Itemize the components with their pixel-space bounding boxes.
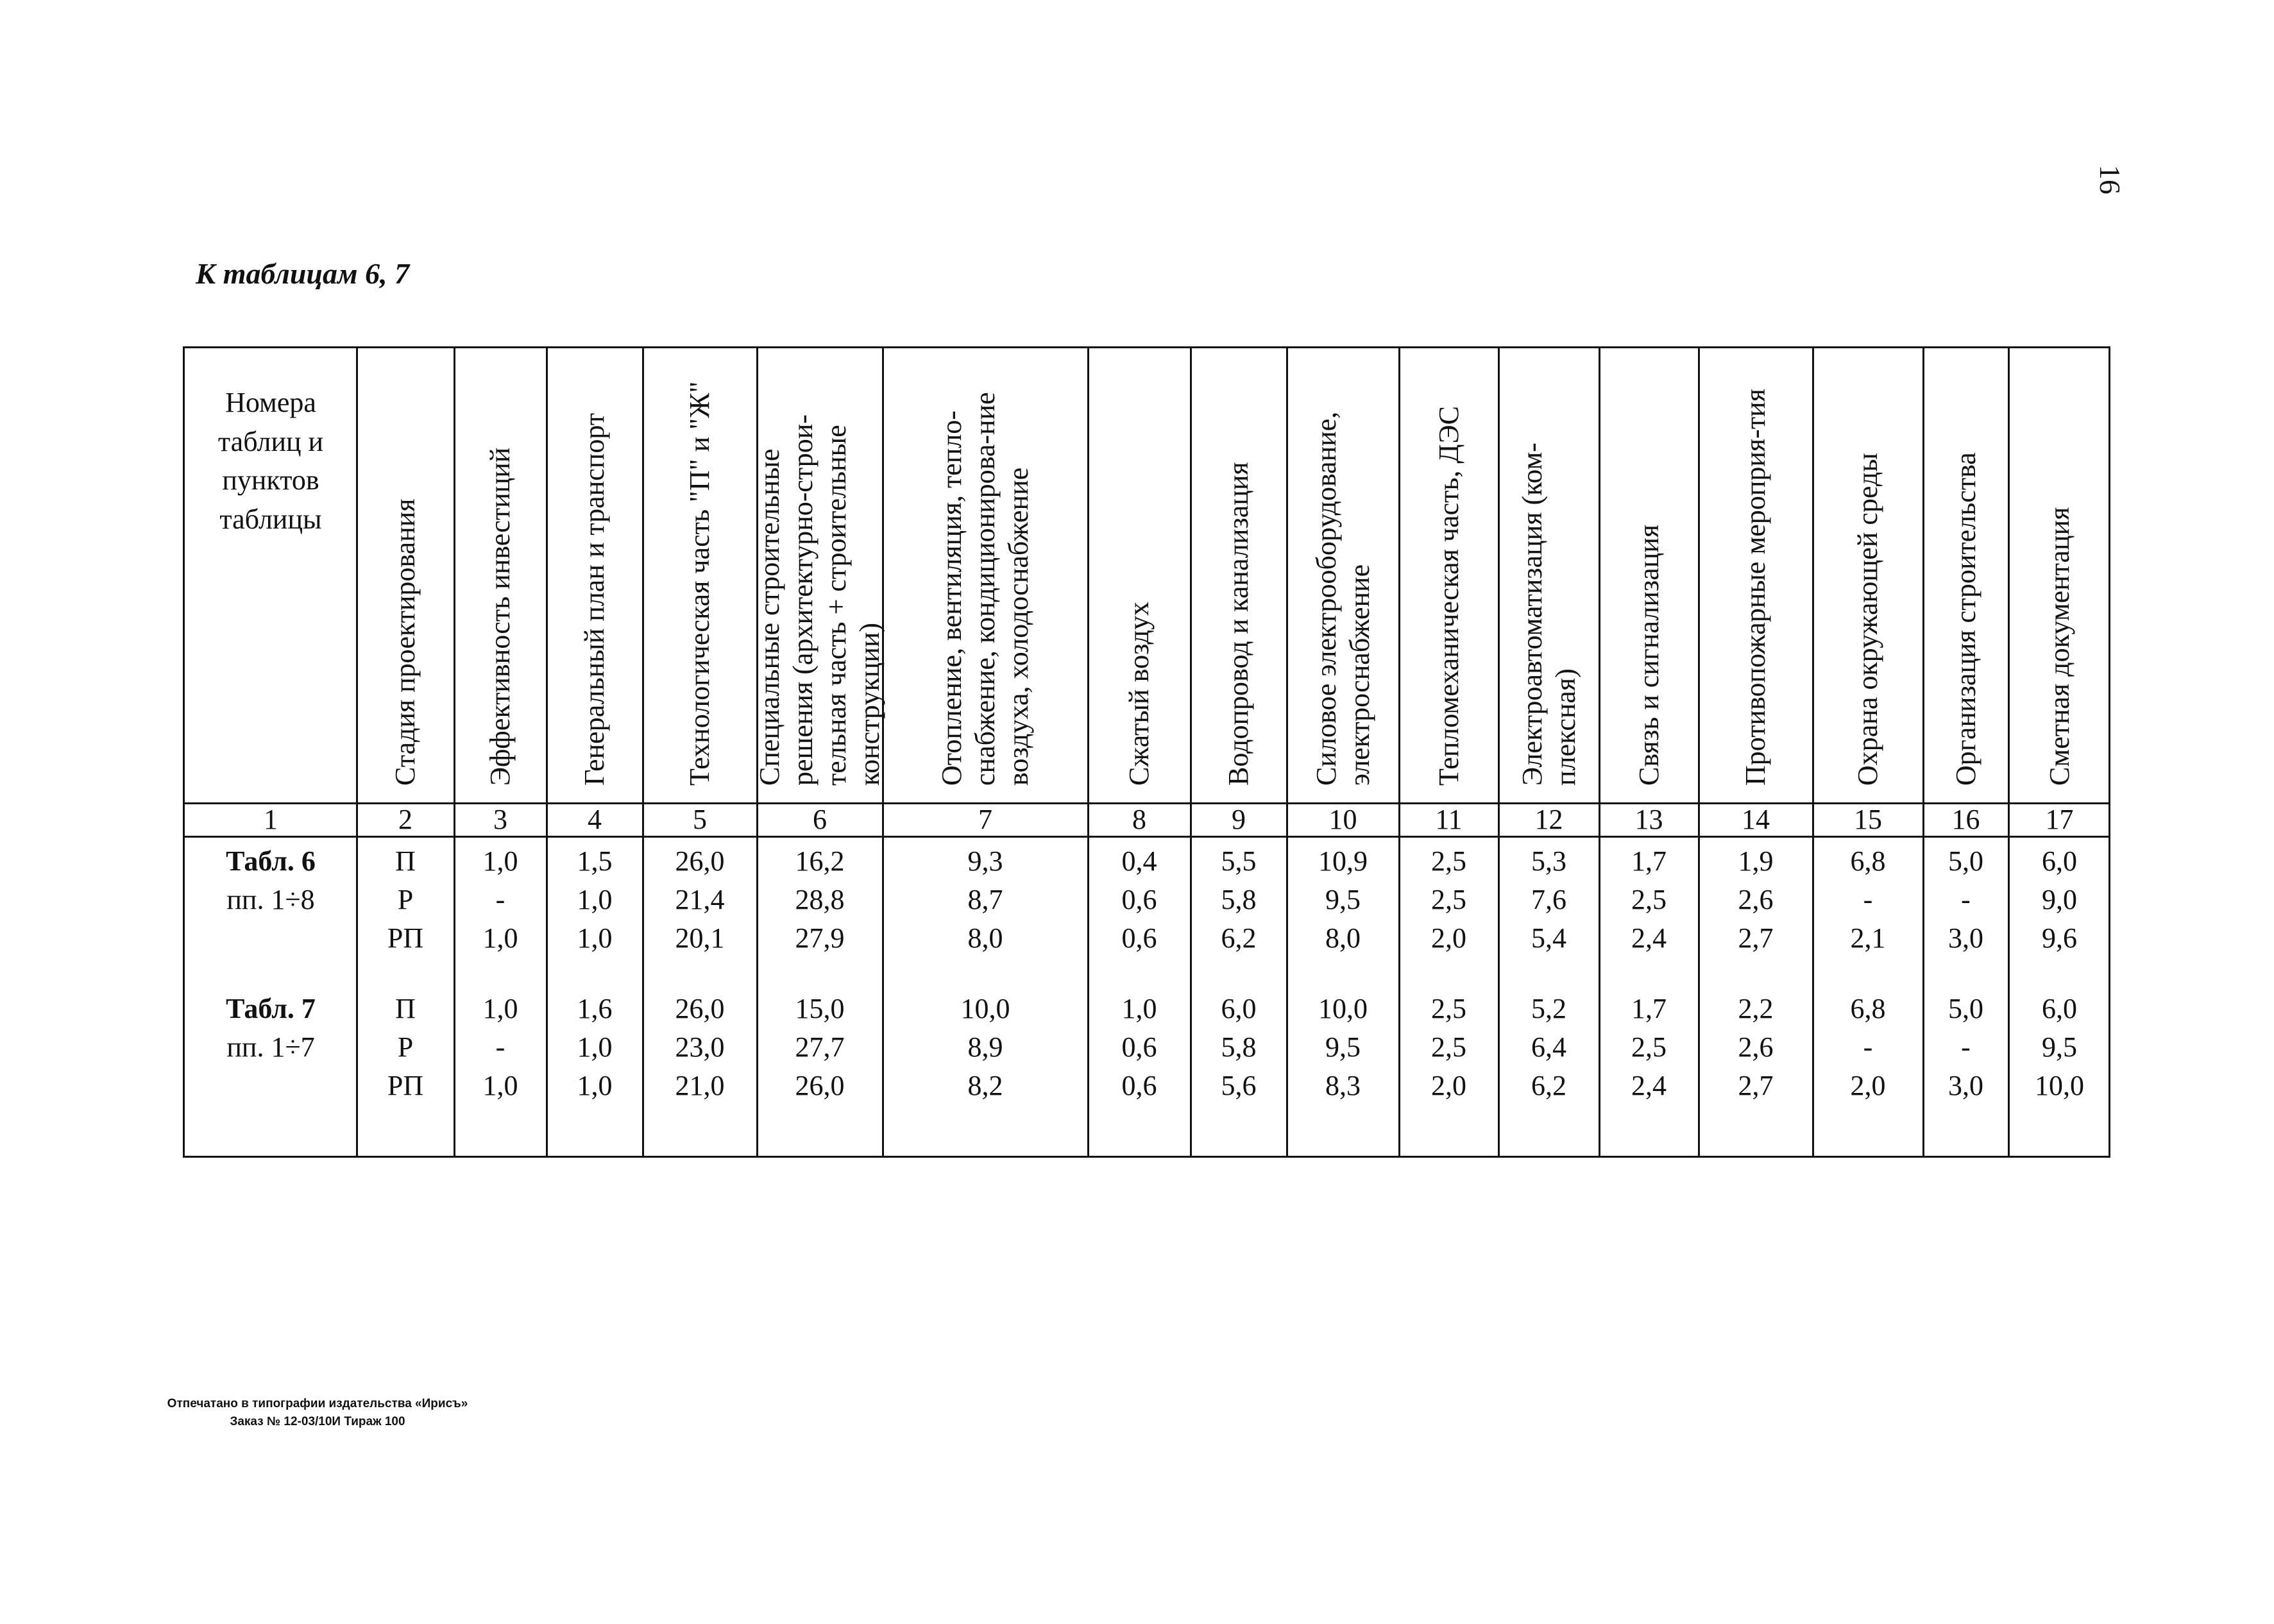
table-cell: 1,0 xyxy=(482,1069,518,1101)
table-cell: - xyxy=(495,883,505,915)
table-cell: 2,6 xyxy=(1738,1031,1774,1063)
table-cell: 8,0 xyxy=(967,922,1003,954)
table-cell: 27,9 xyxy=(795,922,845,954)
table-cell: 2,2 xyxy=(1738,992,1774,1024)
table-cell: 0,4 xyxy=(1121,845,1157,877)
table-cell: 20,1 xyxy=(675,922,725,954)
column-header-17 xyxy=(2008,348,2110,802)
column-header-10 xyxy=(1287,348,1399,802)
table-cell: 21,4 xyxy=(675,883,725,915)
table-cell: 1,0 xyxy=(482,845,518,877)
table-cell: 6,4 xyxy=(1531,1031,1566,1063)
table-cell: 2,0 xyxy=(1431,922,1466,954)
column-number: 2 xyxy=(398,803,412,835)
table-cell: 1,0 xyxy=(577,883,613,915)
table-cell: 2,0 xyxy=(1850,1069,1886,1101)
table-cell: 2,5 xyxy=(1631,1031,1667,1063)
table-cell: 6,8 xyxy=(1850,992,1886,1024)
table-cell: 15,0 xyxy=(795,992,845,1024)
section-heading: К таблицам 6, 7 xyxy=(196,257,410,290)
column-header-text: Технологическая часть "П" и "Ж" xyxy=(684,381,715,786)
column-number: 6 xyxy=(813,803,827,835)
table-cell: 2,5 xyxy=(1431,992,1466,1024)
table-cell: 6,0 xyxy=(2042,992,2077,1024)
table-cell: 3,0 xyxy=(1948,1069,1983,1101)
column-header-6 xyxy=(754,348,885,802)
table-cell: 5,6 xyxy=(1221,1069,1257,1101)
table-cell: 2,6 xyxy=(1738,883,1774,915)
column-header-text: Охрана окружающей среды xyxy=(1852,453,1883,786)
table-cell: 1,6 xyxy=(577,992,613,1024)
table-cell: 1,5 xyxy=(577,845,613,877)
column-header-text: Сметная документация xyxy=(2043,507,2075,786)
print-footer: Отпечатано в типографии издательства «Ирисъ» Заказ № 12-03/10И Тираж 100 xyxy=(167,1397,468,1428)
group-label: Табл. 6 xyxy=(226,845,316,877)
column-header-text: Сжатый воздух xyxy=(1123,602,1155,786)
table-cell: 8,9 xyxy=(967,1031,1003,1063)
table-cell: 26,0 xyxy=(675,992,725,1024)
column-number: 14 xyxy=(1742,803,1770,835)
column-number: 10 xyxy=(1328,803,1357,835)
table-cell: 10,9 xyxy=(1318,845,1368,877)
table-cell: 8,3 xyxy=(1325,1069,1361,1101)
table-cell: 2,4 xyxy=(1631,922,1667,954)
table-cell: 2,5 xyxy=(1431,883,1466,915)
table-cell: 6,0 xyxy=(2042,845,2077,877)
table-cell: 6,2 xyxy=(1221,922,1257,954)
column-number: 7 xyxy=(978,803,992,835)
table-cell: 21,0 xyxy=(675,1069,725,1101)
column-header-5 xyxy=(643,348,757,802)
table-cell: 1,0 xyxy=(577,1069,613,1101)
column-header-16 xyxy=(1923,348,2008,802)
column-header-7 xyxy=(883,348,1088,802)
column-header-11 xyxy=(1399,348,1498,802)
table-cell: 5,8 xyxy=(1221,1031,1257,1063)
table-cell: 2,4 xyxy=(1631,1069,1667,1101)
table-cell: П xyxy=(395,992,416,1024)
column-header-13 xyxy=(1599,348,1699,802)
column-header-12 xyxy=(1498,348,1599,802)
table-cell: 2,7 xyxy=(1738,922,1774,954)
table-cell: 9,0 xyxy=(2042,883,2077,915)
table-cell: 5,0 xyxy=(1948,845,1983,877)
column-number: 5 xyxy=(693,803,707,835)
table-cell: 7,6 xyxy=(1531,883,1566,915)
group-sublabel: пп. 1÷7 xyxy=(226,1031,315,1063)
table-cell: 6,0 xyxy=(1221,992,1257,1024)
table-cell: - xyxy=(495,1031,505,1063)
column-header-2 xyxy=(357,348,454,802)
column-header-3 xyxy=(454,348,547,802)
page-number: 16 xyxy=(2094,165,2127,194)
table-cell: 2,1 xyxy=(1850,922,1886,954)
table-cell: - xyxy=(1863,1031,1873,1063)
table-cell: 1,9 xyxy=(1738,845,1774,877)
table-cell: 2,5 xyxy=(1431,845,1466,877)
table-cell: 5,4 xyxy=(1531,922,1566,954)
table-cell: 5,2 xyxy=(1531,992,1566,1024)
table-cell: РП xyxy=(387,922,424,954)
table-cell: 26,0 xyxy=(795,1069,845,1101)
table-cell: 0,6 xyxy=(1121,922,1157,954)
table-cell: 9,6 xyxy=(2042,922,2077,954)
group-label: Табл. 7 xyxy=(226,992,316,1024)
column-header-text: Организация строительства xyxy=(1949,452,1981,786)
table-cell: 3,0 xyxy=(1948,922,1983,954)
table-cell: РП xyxy=(387,1069,424,1101)
column-header-14 xyxy=(1699,348,1813,802)
table-cell: 1,0 xyxy=(577,922,613,954)
column-number: 13 xyxy=(1634,803,1663,835)
table-cell: - xyxy=(1961,883,1971,915)
table-cell: Р xyxy=(397,883,414,915)
table-cell: 2,7 xyxy=(1738,1069,1774,1101)
table-cell: 28,8 xyxy=(795,883,845,915)
table-cell: 9,5 xyxy=(1325,1031,1361,1063)
table-cell: 10,0 xyxy=(960,992,1010,1024)
table-cell: 5,5 xyxy=(1221,845,1257,877)
column-number: 1 xyxy=(264,803,278,835)
column-header-text: Водопровод и канализация xyxy=(1223,462,1254,786)
table-cell: Р xyxy=(397,1031,414,1063)
column-header-4 xyxy=(547,348,643,802)
column-header-text: Стадия проектирования xyxy=(389,498,421,786)
table-cell: 6,8 xyxy=(1850,845,1886,877)
table-cell: 1,0 xyxy=(1121,992,1157,1024)
column-header-text: Связь и сигнализация xyxy=(1633,524,1665,786)
column-header-text: Противопожарные мероприя-тия xyxy=(1740,389,1771,786)
table-cell: 26,0 xyxy=(675,845,725,877)
table-cell: 1,0 xyxy=(482,992,518,1024)
table-cell: 2,5 xyxy=(1631,883,1667,915)
table-cell: 23,0 xyxy=(675,1031,725,1063)
column-number: 12 xyxy=(1534,803,1563,835)
header-table-numbers: Номера таблиц и пунктов таблицы xyxy=(217,387,324,536)
table-cell: - xyxy=(1961,1031,1971,1063)
column-header-text: Электроавтоматизация (ком-плексная) xyxy=(1516,443,1581,786)
table-cell: 8,2 xyxy=(967,1069,1003,1101)
column-header-9 xyxy=(1191,348,1287,802)
column-number: 8 xyxy=(1132,803,1146,835)
table-cell: 1,7 xyxy=(1631,845,1667,877)
table-cell: 27,7 xyxy=(795,1031,845,1063)
column-number: 9 xyxy=(1232,803,1246,835)
table-cell: 9,5 xyxy=(2042,1031,2077,1063)
column-header-15 xyxy=(1813,348,1923,802)
table-cell: 1,7 xyxy=(1631,992,1667,1024)
table-cell: П xyxy=(395,845,416,877)
column-number: 15 xyxy=(1854,803,1882,835)
column-number: 4 xyxy=(588,803,602,835)
table-cell: 5,0 xyxy=(1948,992,1983,1024)
column-header-text: Генеральный план и транспорт xyxy=(579,413,610,786)
column-header-text: Силовое электрооборудование, электроснабжение xyxy=(1310,411,1375,786)
table-cell: 2,0 xyxy=(1431,1069,1466,1101)
table-cell: 6,2 xyxy=(1531,1069,1566,1101)
table-cell: 10,0 xyxy=(2035,1069,2084,1101)
column-header-8 xyxy=(1088,348,1191,802)
table-cell: 2,5 xyxy=(1431,1031,1466,1063)
column-header-text: Специальные строительные решения (архитектурно-строи-тельная часть + строительные конструкции) xyxy=(754,414,885,786)
column-number: 11 xyxy=(1435,803,1463,835)
column-header-text: Тепломеханическая часть, ДЭС xyxy=(1432,406,1464,786)
table-cell: 8,7 xyxy=(967,883,1003,915)
table-cell: - xyxy=(1863,883,1873,915)
table-cell: 1,0 xyxy=(577,1031,613,1063)
table-cell: 1,0 xyxy=(482,922,518,954)
column-header-text: Отопление, вентиляция, тепло-снабжение, кондиционирова-ние воздуха, холодоснабжение xyxy=(936,392,1034,786)
table-cell: 0,6 xyxy=(1121,1069,1157,1101)
column-number: 17 xyxy=(2045,803,2074,835)
number-row-divider xyxy=(185,836,2109,838)
table-cell: 8,0 xyxy=(1325,922,1361,954)
table-cell: 5,8 xyxy=(1221,883,1257,915)
table-cell: 10,0 xyxy=(1318,992,1368,1024)
table-cell: 9,3 xyxy=(967,845,1003,877)
table-cell: 16,2 xyxy=(795,845,845,877)
group-sublabel: пп. 1÷8 xyxy=(226,883,315,915)
table-cell: 5,3 xyxy=(1531,845,1566,877)
table-cell: 0,6 xyxy=(1121,883,1157,915)
column-number: 3 xyxy=(493,803,507,835)
table-cell: 9,5 xyxy=(1325,883,1361,915)
column-number: 16 xyxy=(1951,803,1980,835)
coefficients-table xyxy=(183,346,2110,1158)
table-cell: 0,6 xyxy=(1121,1031,1157,1063)
column-header-text: Эффективность инвестиций xyxy=(484,447,516,786)
